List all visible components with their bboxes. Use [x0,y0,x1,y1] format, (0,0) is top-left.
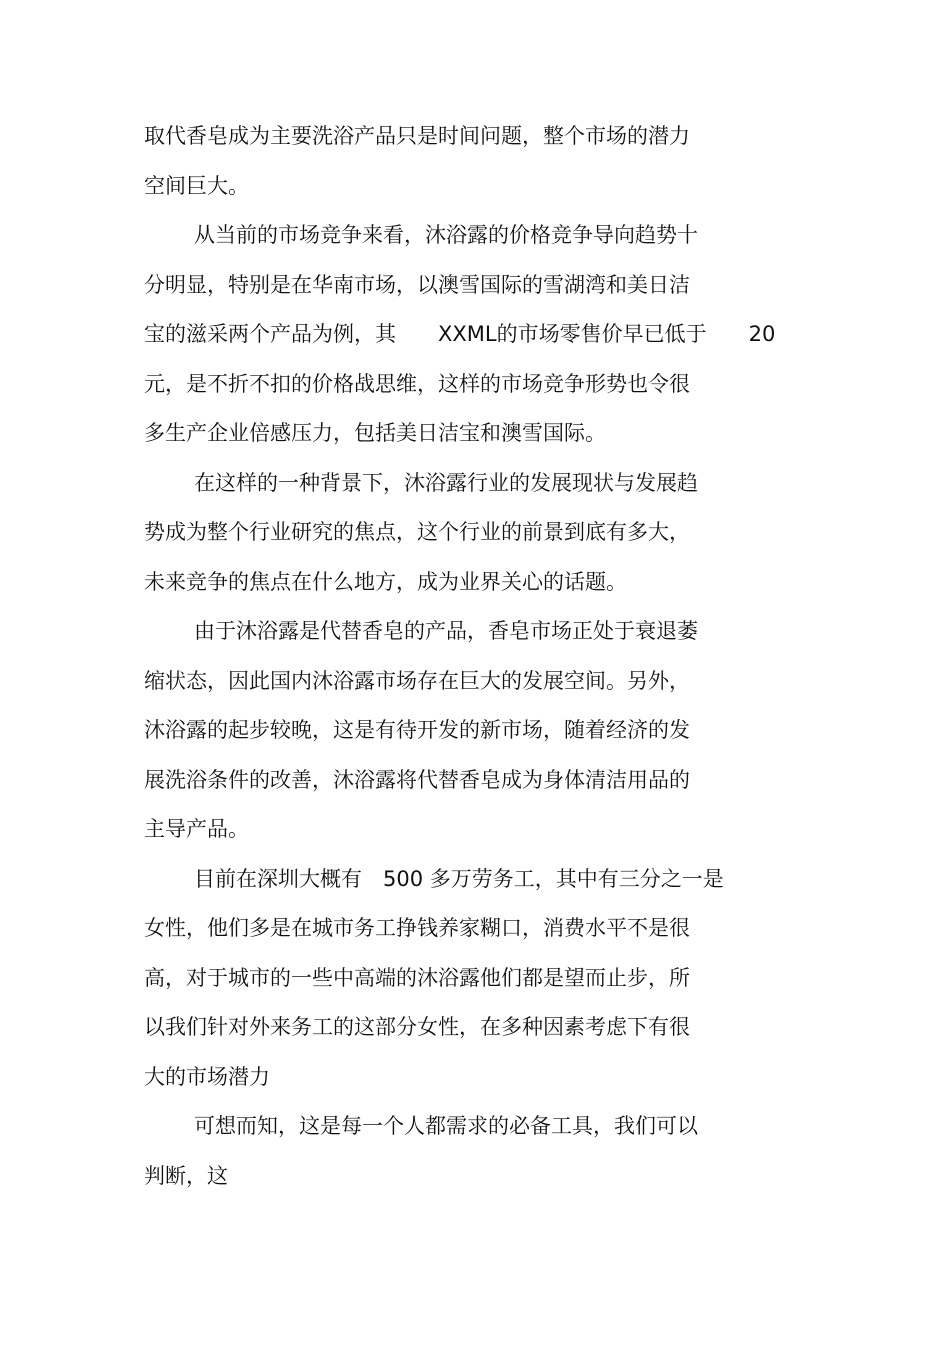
paragraph-start-line: 在这样的一种背景下，沐浴露行业的发展现状与发展趋 [194,470,698,495]
paragraph-start-line: 可想而知，这是每一个人都需求的必备工具，我们可以 [194,1114,698,1138]
text-line: 大的市场潜力 [144,1064,270,1089]
text-line: 以我们针对外来务工的这部分女性，在多种因素考虑下有很 [144,1015,690,1039]
text-line: 元，是不折不扣的价格战思维，这样的市场竞争形势也令很 [144,371,690,396]
text-line: 取代香皂成为主要洗浴产品只是时间问题，整个市场的潜力 [144,124,690,148]
text-line: 多生产企业倍感压力，包括美日洁宝和澳雪国际。 [144,421,606,445]
paragraph-start-line: 从当前的市场竞争来看，沐浴露的价格竞争导向趋势十 [194,223,698,247]
text-line: 展洗浴条件的改善，沐浴露将代替香皂成为身体清洁用品的 [144,767,690,792]
text-line: 分明显，特别是在华南市场，以澳雪国际的雪湖湾和美日洁 [144,272,690,297]
text-line: 沐浴露的起步较晚，这是有待开发的新市场，随着经济的发 [144,718,690,742]
text-line: 主导产品。 [144,817,249,841]
paragraph-start-line: 目前在深圳大概有 500 多万劳务工，其中有三分之一是 [194,866,724,891]
text-line: 势成为整个行业研究的焦点，这个行业的前景到底有多大， [144,520,690,544]
text-line: 未来竞争的焦点在什么地方，成为业界关心的话题。 [144,569,627,594]
paragraph-start-line: 由于沐浴露是代替香皂的产品，香皂市场正处于衰退萎 [194,619,698,643]
text-line: 高，对于城市的一些中高端的沐浴露他们都是望而止步，所 [144,965,690,990]
text-line: 宝的滋采两个产品为例，其 XXML的市场零售价早已低于 20 [144,322,776,346]
text-line: 判断，这 [144,1163,228,1188]
body-text [144,112,824,1201]
text-line: 空间巨大。 [144,173,249,198]
text-line: 女性，他们多是在城市务工挣钱养家糊口，消费水平不是很 [144,916,690,940]
text-line: 缩状态，因此国内沐浴露市场存在巨大的发展空间。另外， [144,668,690,693]
